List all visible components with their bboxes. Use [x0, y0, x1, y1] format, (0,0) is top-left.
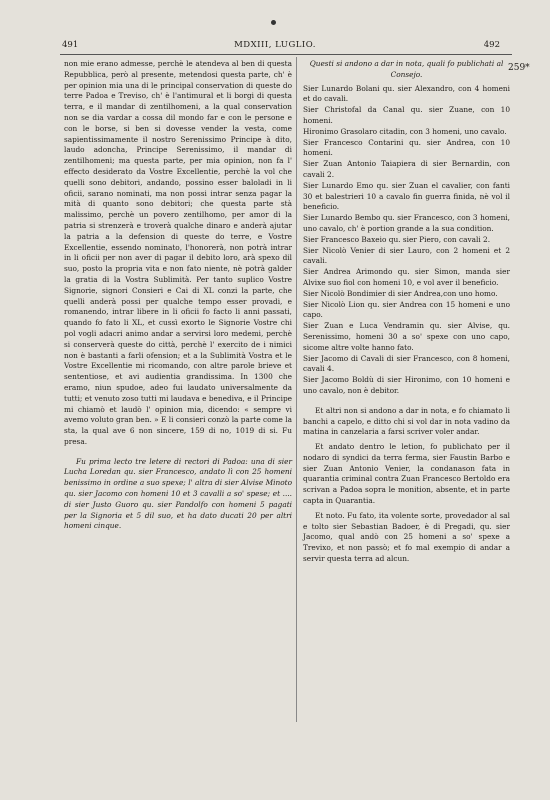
- list-heading: Questi si andono a dar in nota, quali fo publichati al Consejo.: [309, 59, 504, 79]
- left-paragraph-2: Fu prima lecto tre letere di rectori di Padoa: una di sier Lucha Loredan qu. sier Francesco, andato lì con 25 homeni benissimo in ordine a suo spexe; l' altra di sier Alvise Minoto qu. sier Jacomo con homeni 10 et 3 cavalli a so' spese; et .... di sier Justo Guoro qu. sier Pandolfo con homeni 5 pagati per la Signoria et 5 dil suo, et ha dato ducati 20 per altri homeni cinque.: [64, 456, 292, 531]
- margin-number: 259*: [508, 63, 530, 73]
- header-rule: [60, 54, 512, 55]
- page-number-left: 491: [62, 40, 79, 50]
- list-entry: Sier Zuan e Luca Vendramin qu. sier Alvise, qu. Serenissimo, homeni 30 a so' spexe con uno capo, sicome altre volte hanno fato.: [303, 321, 510, 352]
- right-paragraph-1: Et altri non si andono a dar in nota, e fo chiamato li banchi a capelo, e ditto chi si vol dar in nota vadino da matina in canzelaria a farsi scriver voler andar.: [303, 405, 510, 437]
- list-entry: Sier Lunardo Bolani qu. sier Alexandro, con 4 homeni et do cavali.: [303, 83, 510, 104]
- list-entry: Sier Nicolò Venier di sier Lauro, con 2 homeni et 2 cavali.: [303, 245, 510, 266]
- list-entry: Sier Nicolò Bondimier di sier Andrea,con uno homo.: [303, 288, 498, 298]
- page-header: [0, 40, 550, 52]
- page-number-right: 492: [483, 40, 500, 50]
- page-dot-mark: [271, 20, 276, 25]
- list-entry: Sier Zuan Antonio Taiapiera di sier Bernardin, con cavali 2.: [303, 159, 510, 179]
- right-column: [303, 59, 510, 565]
- list-entry: Sier Jacomo di Cavali di sier Francesco, con 8 homeni, cavali 4.: [303, 353, 510, 374]
- left-paragraph-1: non mie erano admesse, perchè le atendeva al ben di questa Repubblica, però al presente, metendosi questa parte, ch' è per opinion mia una di le principal conservation di queste do terre Padoa e Treviso, ch' è l'antimural et li borgi di questa terra, e il mandar di zentilhomeni, a la qual conservation non se dia vardar a cossa dil mondo far e con le persone e con le borse, si ben si dovesse vender la vesta, come sapientissimamente il nostro Serenissimo Principe à dito, laudo adoncha, Principe Serenissimo, il mandar di zentilhomeni; ma questa parte, per mia opinion, non fa l' effecto desiderato da Vostre Excellentie, perchè la vol che quelli sono debitori, andando, possino esser baloladi in li oficii, sarano nominati, ma non possi intrar senza pagar la mità di quanto sono debitori; che questa parte stà malissimo, perchè un povero zentilhomo, per amor di la patria si strenzerà e troverà qualche dinaro e anderà ajutar la patria a la defension di queste do terre, e Vostre Excellentie, essendo nominato, l'honorerà, non potrà intrar in li oficii per non aver di pagar il debito loro, arà spexo dil suo, posto la propria vita e non fato niente, nè potrà galder la gratia di la Vostra Sublimità. Per tanto suplico Vostre Signorie, signori Consieri e Cai di XL conzi la parte, che quelli anderà possi per qualche tempo esser provadi, e romanendo, intrar libere in li oficii fo facto li anni passati, quando fo fato li XL, et cussì exorto le Signorie Vostre chi pol vogli adacri animo andar a servirsi loro medemi, perchè si conserverà queste do città, perchè l' exercito de i nimici non è bastanti a farli ofension; et a la Sublimità Vostra et le Vostre Excellentie mi ricomando, con altre parole brieve et sententiose, et avi audientia grandissima. In 1300 che eramo, niun spudoe, adeo fui laudato universalmente da tutti; et venuto zoso tutti mi laudava e benediva, e il Principe mi chiamò et laudò l' opinion mia, dicendo: « sempre vi avemo voluto gran ben. » E li consieri conzò la parte come la sta, la qual ave 6 non sincere, 159 di no, 1019 di si. Fu presa.: [64, 59, 292, 446]
- running-title: MDXIII, LUGLIO.: [234, 40, 316, 50]
- list-entry: Sier Jacomo Boldù di sier Hironimo, con 10 homeni e uno cavalo, non è debitor.: [303, 375, 510, 395]
- list-entry: Sier Christofal da Canal qu. sier Zuane, con 10 homeni.: [303, 105, 510, 125]
- column-divider: [296, 57, 297, 722]
- list-entry: Sier Nicolò Lion qu. sier Andrea con 15 homeni e uno capo.: [303, 299, 510, 320]
- list-entry: Sier Francesco Contarini qu. sier Andrea, con 10 homeni.: [303, 137, 510, 158]
- list-entry: Sier Lunardo Emo qu. sier Zuan el cavalier, con fanti 30 et balestrieri 10 a cavalo fin guerra finida, nè vol il beneficio.: [303, 180, 510, 212]
- left-column: [64, 59, 292, 532]
- list-entry: Hironimo Grasolaro citadin, con 3 homeni, uno cavalo.: [303, 126, 507, 136]
- list-entry: Sier Lunardo Bembo qu. sier Francesco, con 3 homeni, uno cavalo, ch' è portion grande a la sua condition.: [303, 213, 510, 233]
- right-paragraph-2: Et andato dentro le letion, fo publichato per il nodaro di syndici da terra ferma, sier Faustin Barbo e sier Zuan Antonio Venier, la condanason fata in quarantia criminal contra Zuan Francesco Bertoldo era scrivan a Padoa sopra le monition, absente, et in parte capta in Quarantia.: [303, 442, 510, 506]
- list-entry: Sier Francesco Baxeio qu. sier Piero, con cavali 2.: [303, 234, 491, 244]
- list-entry: Sier Andrea Arimondo qu. sier Simon, manda sier Alvixe suo fiol con homeni 10, e vol aver il beneficio.: [303, 267, 510, 287]
- right-paragraph-3: Et noto. Fu fato, ita volente sorte, provedador al sal e tolto sier Sebastian Badoer, è di Pregadi, qu. sier Jacomo, qual andò con 25 homeni a so' spexe a Trevixo, et non passò; et fo mal exempio di andar a servir questa terra ad alcun.: [303, 510, 510, 564]
